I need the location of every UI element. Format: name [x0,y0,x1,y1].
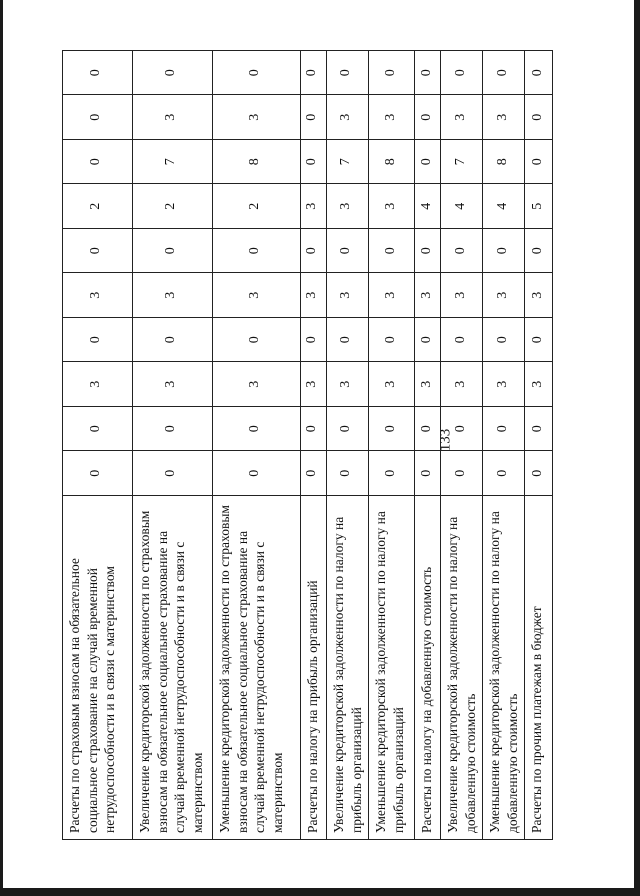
code-cell: 0 [525,95,553,140]
code-cell: 0 [525,407,553,452]
table-container [62,64,552,840]
code-cell: 3 [63,362,133,407]
code-cell: 0 [525,140,553,185]
table-row [369,51,415,840]
code-cell: 0 [213,229,301,274]
code-cell: 3 [63,273,133,318]
code-cell: 0 [483,451,525,496]
code-cell: 0 [441,451,483,496]
code-cell: 0 [525,51,553,96]
code-cell: 0 [415,51,441,96]
code-cell: 2 [213,184,301,229]
code-cell: 3 [133,273,213,318]
code-cell: 0 [483,407,525,452]
code-cell: 0 [63,407,133,452]
code-cell: 0 [301,407,327,452]
table-body [63,51,553,840]
code-cell: 0 [415,318,441,363]
code-cell: 0 [441,318,483,363]
table-row [133,51,213,840]
code-cell: 3 [133,95,213,140]
code-cell: 3 [213,95,301,140]
row-label: Увеличение кредиторской задолженности по налогу на прибыль организаций [327,496,369,840]
code-cell: 4 [441,184,483,229]
code-cell: 0 [369,407,415,452]
code-cell: 3 [327,95,369,140]
code-cell: 3 [441,273,483,318]
row-label: Уменьшение кредиторской задолженности по налогу на прибыль организаций [369,496,415,840]
code-cell: 3 [133,362,213,407]
code-cell: 0 [133,407,213,452]
code-cell: 0 [63,229,133,274]
code-cell: 3 [327,273,369,318]
row-label: Уменьшение кредиторской задолженности по налогу на добавленную стоимость [483,496,525,840]
code-cell: 0 [415,95,441,140]
code-cell: 8 [213,140,301,185]
code-cell: 0 [213,51,301,96]
code-cell: 7 [133,140,213,185]
code-cell: 0 [415,451,441,496]
code-cell: 3 [369,362,415,407]
code-cell: 0 [483,318,525,363]
code-cell: 0 [441,407,483,452]
code-cell: 3 [327,184,369,229]
code-cell: 3 [213,273,301,318]
code-cell: 0 [301,451,327,496]
table-row [213,51,301,840]
code-cell: 8 [369,140,415,185]
code-cell: 4 [483,184,525,229]
code-cell: 0 [369,318,415,363]
code-cell: 3 [369,95,415,140]
row-label: Расчеты по страховым взносам на обязательное социальное страхование на случай временной нетрудоспособности и в связи с материнством [63,496,133,840]
code-cell: 0 [213,407,301,452]
code-cell: 0 [327,407,369,452]
row-label: Увеличение кредиторской задолженности по налогу на добавленную стоимость [441,496,483,840]
code-cell: 3 [369,184,415,229]
code-cell: 0 [525,451,553,496]
code-cell: 0 [369,51,415,96]
scan-border-left [0,0,3,896]
table-row [483,51,525,840]
page-number: 133 [437,428,454,452]
table-row [63,51,133,840]
code-cell: 0 [327,451,369,496]
code-cell: 0 [441,229,483,274]
account-codes-table [62,50,553,840]
code-cell: 3 [415,273,441,318]
code-cell: 0 [483,51,525,96]
row-label: Увеличение кредиторской задолженности по страховым взносам на обязательное социальное страхование на случай временной нетрудоспособности и в связи с материнством [133,496,213,840]
code-cell: 0 [327,229,369,274]
code-cell: 0 [133,51,213,96]
row-label: Уменьшение кредиторской задолженности по страховым взносам на обязательное социальное страхование на случай временной нетрудоспособности и в связи с материнством [213,496,301,840]
code-cell: 0 [415,229,441,274]
code-cell: 3 [483,95,525,140]
code-cell: 3 [441,95,483,140]
code-cell: 0 [301,318,327,363]
code-cell: 0 [63,318,133,363]
row-label: Расчеты по налогу на добавленную стоимость [415,496,441,840]
code-cell: 0 [415,140,441,185]
scan-border-right [634,0,640,896]
code-cell: 0 [301,51,327,96]
code-cell: 0 [301,95,327,140]
code-cell: 0 [327,318,369,363]
code-cell: 7 [327,140,369,185]
code-cell: 0 [213,318,301,363]
code-cell: 3 [525,273,553,318]
code-cell: 0 [327,51,369,96]
code-cell: 3 [483,362,525,407]
code-cell: 3 [301,273,327,318]
code-cell: 0 [415,407,441,452]
code-cell: 8 [483,140,525,185]
table-row [301,51,327,840]
code-cell: 0 [369,451,415,496]
code-cell: 0 [133,229,213,274]
code-cell: 5 [525,184,553,229]
table-row [415,51,441,840]
table-row [441,51,483,840]
code-cell: 3 [327,362,369,407]
code-cell: 0 [441,51,483,96]
code-cell: 0 [483,229,525,274]
code-cell: 0 [301,140,327,185]
code-cell: 0 [63,51,133,96]
code-cell: 2 [63,184,133,229]
code-cell: 3 [301,184,327,229]
code-cell: 3 [369,273,415,318]
code-cell: 7 [441,140,483,185]
code-cell: 3 [301,362,327,407]
code-cell: 0 [525,318,553,363]
code-cell: 0 [63,140,133,185]
code-cell: 3 [213,362,301,407]
code-cell: 0 [133,451,213,496]
table-row [327,51,369,840]
code-cell: 0 [301,229,327,274]
code-cell: 3 [415,362,441,407]
code-cell: 0 [63,451,133,496]
table-row [525,51,553,840]
code-cell: 0 [213,451,301,496]
code-cell: 0 [369,229,415,274]
code-cell: 0 [525,229,553,274]
code-cell: 3 [483,273,525,318]
code-cell: 0 [63,95,133,140]
code-cell: 3 [441,362,483,407]
row-label: Расчеты по прочим платежам в бюджет [525,496,553,840]
code-cell: 2 [133,184,213,229]
code-cell: 4 [415,184,441,229]
code-cell: 3 [525,362,553,407]
scan-border-bottom [0,888,640,896]
row-label: Расчеты по налогу на прибыль организаций [301,496,327,840]
code-cell: 0 [133,318,213,363]
